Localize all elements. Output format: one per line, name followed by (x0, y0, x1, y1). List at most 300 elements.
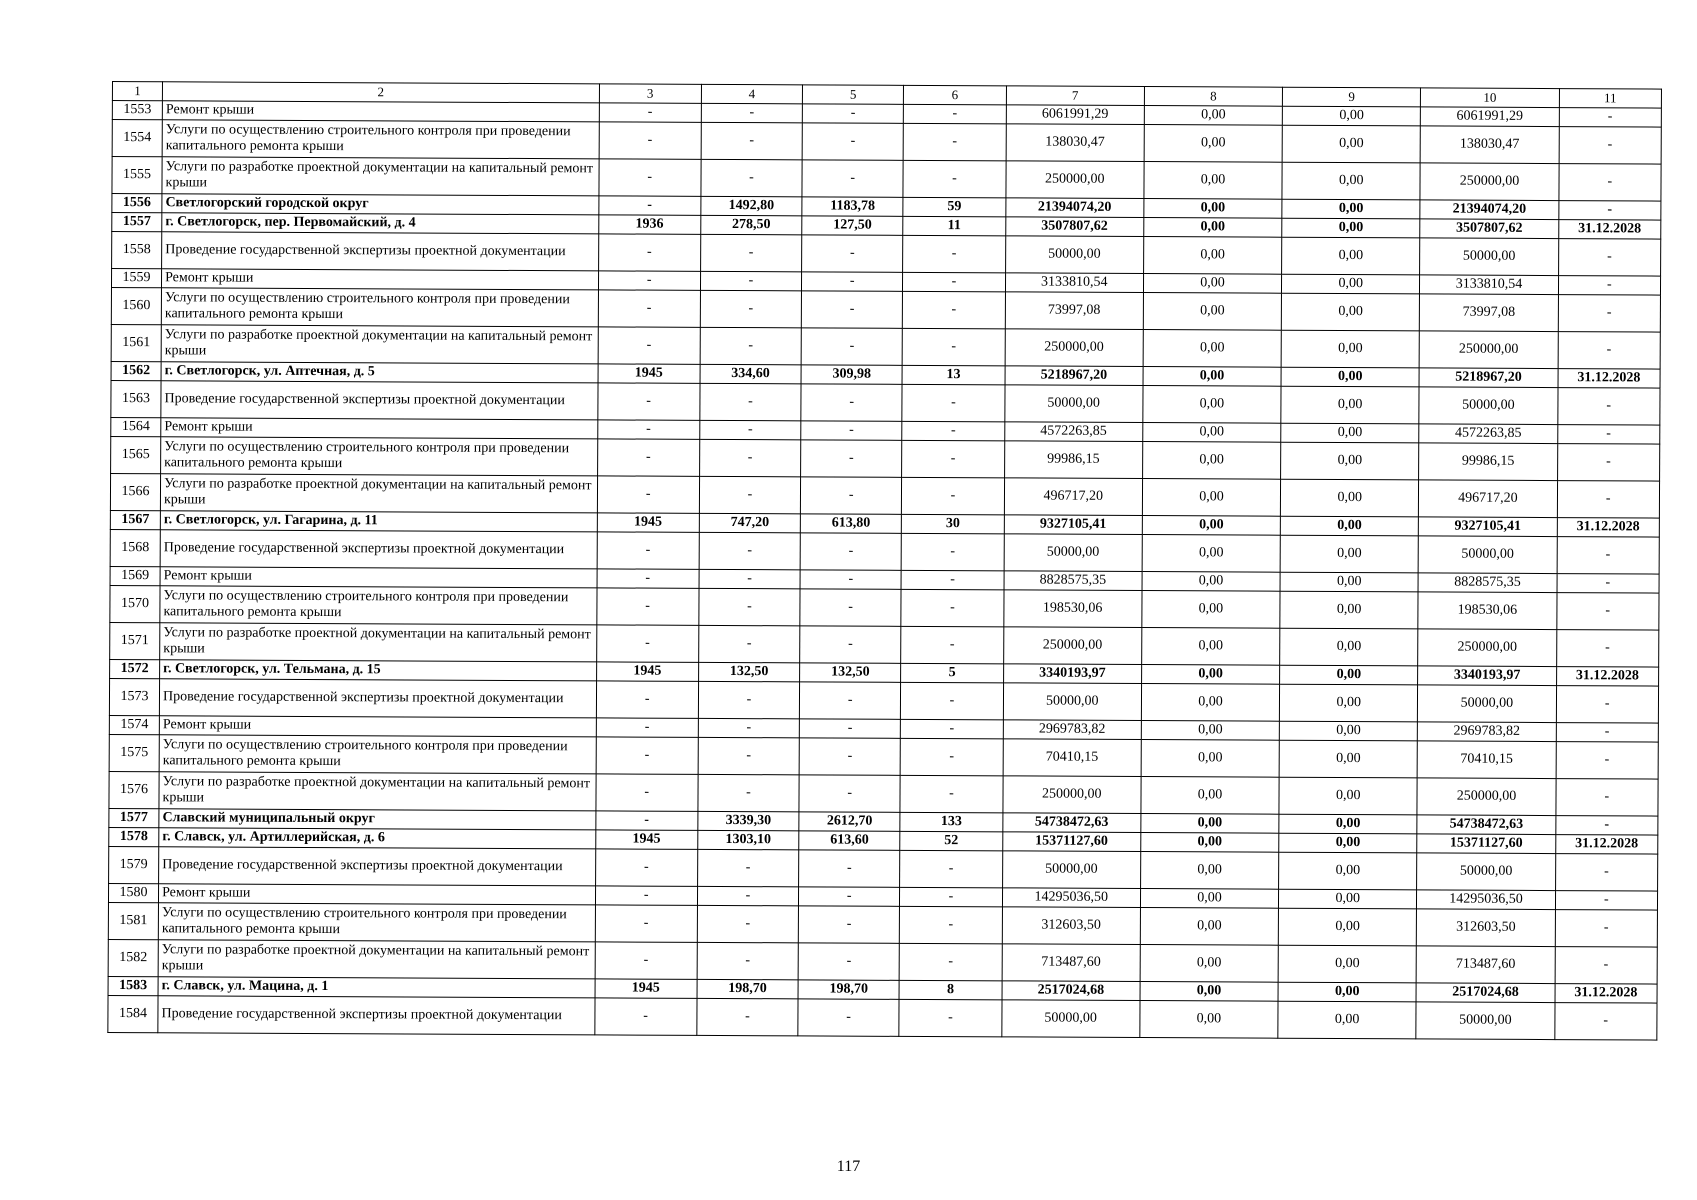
year-built-cell: 1945 (595, 979, 697, 998)
cost-col-8-cell: 0,00 (1143, 293, 1281, 331)
work-description-cell: Ремонт крыши (161, 418, 598, 439)
residents-count-cell: - (902, 421, 1004, 440)
living-area-cell: - (799, 738, 900, 775)
cost-col-9-cell: 0,00 (1282, 237, 1420, 275)
cost-col-9-cell: 0,00 (1279, 777, 1417, 815)
work-description-cell: г. Светлогорск, ул. Аптечная, д. 5 (161, 362, 598, 383)
row-number-cell: 1572 (110, 659, 160, 678)
work-description-cell: Проведение государственной экспертизы проектной документации (161, 381, 598, 420)
completion-date-cell: 31.12.2028 (1557, 518, 1659, 538)
living-area-cell: 309,98 (801, 365, 902, 384)
total-cost-cell: 3340193,97 (1003, 664, 1141, 684)
living-area-cell: - (799, 887, 900, 906)
cost-col-9-cell: 0,00 (1278, 908, 1416, 946)
cost-col-10-cell: 250000,00 (1419, 331, 1557, 369)
living-area-cell: - (798, 943, 899, 980)
year-built-cell: - (597, 420, 699, 439)
cost-col-9-cell: 0,00 (1278, 982, 1416, 1002)
cost-col-10-cell: 50000,00 (1418, 685, 1556, 723)
cost-col-10-cell: 70410,15 (1417, 741, 1555, 779)
cost-col-9-cell: 0,00 (1281, 442, 1419, 480)
living-area-cell: - (800, 533, 901, 570)
living-area-cell: 2612,70 (799, 812, 900, 831)
cost-col-10-cell: 50000,00 (1416, 1002, 1554, 1040)
work-description-cell: Светлогорский городской округ (162, 194, 599, 215)
column-number-header: 5 (803, 85, 904, 104)
cost-col-8-cell: 0,00 (1142, 479, 1280, 517)
residents-count-cell: 5 (901, 663, 1003, 682)
row-number-cell: 1569 (110, 566, 160, 585)
row-number-cell: 1576 (109, 771, 159, 808)
total-area-cell: 334,60 (700, 364, 801, 383)
year-built-cell: - (596, 681, 698, 718)
work-description-cell: Проведение государственной экспертизы проектной документации (159, 679, 596, 718)
year-built-cell: 1945 (596, 662, 698, 681)
cost-col-10-cell: 2969783,82 (1418, 722, 1556, 742)
work-description-cell: Проведение государственной экспертизы проектной документации (159, 847, 596, 886)
total-cost-cell: 15371127,60 (1002, 832, 1140, 852)
column-number-header: 7 (1006, 86, 1144, 106)
column-number-header: 11 (1559, 89, 1661, 109)
total-cost-cell: 250000,00 (1003, 776, 1141, 814)
cost-col-9-cell: 0,00 (1280, 572, 1418, 592)
row-number-cell: 1579 (109, 846, 159, 883)
row-number-cell: 1584 (108, 995, 158, 1032)
cost-col-9-cell: 0,00 (1281, 367, 1419, 387)
living-area-cell: - (801, 291, 902, 328)
completion-date-cell: - (1558, 239, 1661, 277)
table-row (108, 995, 1657, 1040)
living-area-cell: - (802, 123, 903, 160)
cost-col-9-cell: 0,00 (1281, 386, 1419, 424)
row-number-cell: 1565 (111, 436, 161, 473)
cost-col-9-cell: 0,00 (1282, 162, 1420, 200)
cost-col-9-cell: 0,00 (1280, 516, 1418, 536)
residents-count-cell: 52 (900, 831, 1002, 850)
completion-date-cell: - (1559, 164, 1662, 202)
completion-date-cell: 31.12.2028 (1558, 220, 1660, 240)
row-number-cell: 1556 (112, 194, 162, 213)
year-built-cell: - (599, 103, 701, 122)
work-description-cell: Услуги по разработке проектной документации на капитальный ремонт крыши (161, 325, 598, 364)
cost-col-9-cell: 0,00 (1282, 125, 1420, 163)
year-built-cell: 1945 (595, 830, 697, 849)
year-built-cell: - (596, 588, 698, 625)
work-description-cell: Проведение государственной экспертизы проектной документации (160, 530, 597, 569)
work-description-cell: Ремонт крыши (162, 101, 599, 122)
cost-col-8-cell: 0,00 (1140, 908, 1278, 946)
cost-col-10-cell: 6061991,29 (1421, 107, 1559, 127)
total-cost-cell: 198530,06 (1003, 590, 1141, 628)
total-area-cell: - (699, 588, 800, 625)
cost-col-10-cell: 2517024,68 (1416, 983, 1554, 1003)
cost-col-8-cell: 0,00 (1140, 889, 1278, 909)
year-built-cell: - (595, 811, 697, 830)
year-built-cell: - (599, 122, 701, 159)
living-area-cell: 198,70 (798, 980, 899, 999)
total-area-cell: - (697, 998, 798, 1035)
total-area-cell: 1303,10 (698, 830, 799, 849)
residents-count-cell: - (901, 719, 1003, 738)
residents-count-cell: - (903, 291, 1005, 328)
row-number-cell: 1558 (112, 232, 162, 269)
completion-date-cell: 31.12.2028 (1558, 369, 1660, 389)
cost-col-8-cell: 0,00 (1140, 945, 1278, 983)
total-cost-cell: 50000,00 (1002, 851, 1140, 889)
cost-col-9-cell: 0,00 (1279, 889, 1417, 909)
living-area-cell: - (802, 235, 903, 272)
total-area-cell: - (699, 476, 800, 513)
total-area-cell: - (697, 886, 798, 905)
living-area-cell: - (801, 421, 902, 440)
living-area-cell: - (799, 719, 900, 738)
work-description-cell: Услуги по осуществлению строительного контроля при проведении капитального ремонта крыши (158, 903, 595, 942)
cost-col-10-cell: 138030,47 (1420, 126, 1558, 164)
total-cost-cell: 2969783,82 (1003, 720, 1141, 740)
year-built-cell: - (598, 196, 700, 215)
cost-col-8-cell: 0,00 (1141, 833, 1279, 853)
year-built-cell: - (598, 290, 700, 327)
cost-col-9-cell: 0,00 (1280, 684, 1418, 722)
work-description-cell: г. Светлогорск, ул. Гагарина, д. 11 (160, 511, 597, 532)
residents-count-cell: - (899, 999, 1001, 1036)
cost-col-8-cell: 0,00 (1143, 367, 1281, 387)
residents-count-cell: - (900, 906, 1002, 943)
work-description-cell: Ремонт крыши (162, 269, 599, 290)
total-area-cell: - (700, 271, 801, 290)
cost-col-8-cell: 0,00 (1142, 535, 1280, 573)
residents-count-cell: - (901, 533, 1003, 570)
completion-date-cell: - (1554, 1003, 1657, 1041)
cost-col-9-cell: 0,00 (1279, 852, 1417, 890)
year-built-cell: 1945 (598, 364, 700, 383)
total-area-cell: 747,20 (699, 513, 800, 532)
cost-col-10-cell: 250000,00 (1418, 629, 1556, 667)
residents-count-cell: - (902, 440, 1004, 477)
completion-date-cell: 31.12.2028 (1556, 667, 1658, 687)
year-built-cell: - (597, 476, 699, 513)
work-description-cell: Услуги по осуществлению строительного контроля при проведении капитального ремонта крыши (162, 120, 599, 159)
completion-date-cell: - (1555, 891, 1657, 911)
total-cost-cell: 4572263,85 (1004, 422, 1142, 442)
work-description-cell: Услуги по разработке проектной документации на капитальный ремонт крыши (159, 772, 596, 811)
cost-col-8-cell: 0,00 (1142, 572, 1280, 592)
year-built-cell: - (596, 737, 698, 774)
completion-date-cell: - (1556, 723, 1658, 743)
year-built-cell: - (598, 234, 700, 271)
living-area-cell: 127,50 (802, 216, 903, 235)
completion-date-cell: 31.12.2028 (1555, 984, 1657, 1004)
cost-col-8-cell: 0,00 (1144, 162, 1282, 200)
cost-col-8-cell: 0,00 (1142, 516, 1280, 536)
completion-date-cell: - (1557, 388, 1660, 426)
column-number-header: 3 (599, 84, 701, 103)
total-area-cell: - (701, 103, 802, 122)
year-built-cell: - (598, 327, 700, 364)
total-cost-cell: 138030,47 (1006, 124, 1144, 162)
total-cost-cell: 99986,15 (1004, 441, 1142, 479)
row-number-cell: 1580 (108, 883, 158, 902)
completion-date-cell: - (1558, 201, 1660, 221)
row-number-cell: 1583 (108, 976, 158, 995)
column-number-header: 2 (162, 82, 599, 103)
work-description-cell: Ремонт крыши (159, 716, 596, 737)
cost-col-9-cell: 0,00 (1282, 106, 1420, 126)
total-area-cell: - (698, 718, 799, 737)
completion-date-cell: - (1556, 593, 1659, 631)
residents-count-cell: - (900, 775, 1002, 812)
total-cost-cell: 713487,60 (1002, 944, 1140, 982)
work-description-cell: Славский муниципальный округ (159, 809, 596, 830)
total-area-cell: - (698, 774, 799, 811)
cost-col-9-cell: 0,00 (1280, 628, 1418, 666)
total-cost-cell: 6061991,29 (1006, 105, 1144, 125)
residents-count-cell: - (901, 682, 1003, 719)
residents-count-cell: 8 (899, 980, 1001, 999)
cost-col-10-cell: 3133810,54 (1420, 275, 1558, 295)
total-cost-cell: 54738472,63 (1002, 813, 1140, 833)
cost-col-8-cell: 0,00 (1143, 237, 1281, 275)
cost-col-8-cell: 0,00 (1143, 423, 1281, 443)
row-number-cell: 1573 (109, 678, 159, 715)
living-area-cell: - (799, 775, 900, 812)
row-number-cell: 1562 (111, 361, 161, 380)
year-built-cell: - (597, 532, 699, 569)
work-description-cell: Ремонт крыши (159, 884, 596, 905)
work-description-cell: г. Славск, ул. Мацина, д. 1 (158, 977, 595, 998)
cost-col-10-cell: 50000,00 (1418, 536, 1556, 574)
total-cost-cell: 50000,00 (1001, 1000, 1139, 1038)
cost-col-10-cell: 50000,00 (1420, 238, 1558, 276)
cost-col-8-cell: 0,00 (1141, 665, 1279, 685)
residents-count-cell: 30 (902, 514, 1004, 533)
cost-col-9-cell: 0,00 (1282, 199, 1420, 219)
completion-date-cell: - (1559, 108, 1661, 128)
page-number: 117 (836, 1158, 861, 1175)
total-area-cell: - (700, 420, 801, 439)
cost-col-10-cell: 312603,50 (1417, 909, 1555, 947)
cost-col-10-cell: 3340193,97 (1418, 666, 1556, 686)
cost-col-10-cell: 50000,00 (1419, 387, 1557, 425)
living-area-cell: - (801, 328, 902, 365)
total-cost-cell: 496717,20 (1004, 478, 1142, 516)
living-area-cell: 613,80 (800, 514, 901, 533)
residents-count-cell: - (901, 570, 1003, 589)
total-cost-cell: 250000,00 (1005, 329, 1143, 367)
work-description-cell: Услуги по разработке проектной документации на капитальный ремонт крыши (160, 623, 597, 662)
row-number-cell: 1559 (111, 269, 161, 288)
year-built-cell: - (597, 383, 699, 420)
row-number-cell: 1555 (112, 157, 162, 194)
total-cost-cell: 50000,00 (1003, 683, 1141, 721)
residents-count-cell: 59 (903, 197, 1005, 216)
cost-col-10-cell: 9327105,41 (1419, 517, 1557, 537)
total-area-cell: - (697, 942, 798, 979)
total-cost-cell: 8828575,35 (1004, 571, 1142, 591)
year-built-cell: - (595, 905, 697, 942)
residents-count-cell: - (900, 887, 1002, 906)
total-area-cell: - (699, 569, 800, 588)
cost-col-9-cell: 0,00 (1282, 274, 1420, 294)
residents-count-cell: - (903, 272, 1005, 291)
living-area-cell: - (800, 589, 901, 626)
completion-date-cell: - (1557, 574, 1659, 594)
living-area-cell: - (800, 682, 901, 719)
living-area-cell: - (801, 440, 902, 477)
row-number-cell: 1568 (110, 529, 160, 566)
residents-count-cell: 133 (900, 812, 1002, 831)
column-number-header: 4 (701, 84, 802, 103)
living-area-cell: 1183,78 (802, 197, 903, 216)
year-built-cell: - (596, 718, 698, 737)
cost-col-9-cell: 0,00 (1282, 218, 1420, 238)
residents-count-cell: - (903, 123, 1005, 160)
residents-count-cell: - (901, 589, 1003, 626)
work-description-cell: Услуги по осуществлению строительного контроля при проведении капитального ремонта крыши (160, 586, 597, 625)
work-description-cell: г. Светлогорск, ул. Тельмана, д. 15 (160, 660, 597, 681)
year-built-cell: - (596, 774, 698, 811)
year-built-cell: - (595, 886, 697, 905)
cost-col-10-cell: 99986,15 (1419, 443, 1557, 481)
year-built-cell: - (597, 439, 699, 476)
cost-col-10-cell: 50000,00 (1417, 853, 1555, 891)
total-cost-cell: 2517024,68 (1002, 981, 1140, 1001)
work-description-cell: Услуги по разработке проектной документации на капитальный ремонт крыши (158, 940, 595, 979)
total-cost-cell: 3133810,54 (1005, 273, 1143, 293)
total-cost-cell: 3507807,62 (1005, 217, 1143, 237)
work-description-cell: Услуги по разработке проектной документации на капитальный ремонт крыши (162, 157, 599, 196)
cost-col-9-cell: 0,00 (1278, 1001, 1416, 1039)
residents-count-cell: 11 (903, 216, 1005, 235)
total-cost-cell: 21394074,20 (1006, 198, 1144, 218)
row-number-cell: 1570 (110, 585, 160, 622)
cost-col-8-cell: 0,00 (1142, 591, 1280, 629)
cost-col-9-cell: 0,00 (1280, 665, 1418, 685)
total-cost-cell: 250000,00 (1003, 627, 1141, 665)
total-cost-cell: 5218967,20 (1005, 366, 1143, 386)
living-area-cell: - (799, 850, 900, 887)
cost-col-8-cell: 0,00 (1143, 330, 1281, 368)
cost-col-10-cell: 14295036,50 (1417, 890, 1555, 910)
work-description-cell: Проведение государственной экспертизы проектной документации (162, 232, 599, 271)
total-area-cell: 278,50 (701, 215, 802, 234)
living-area-cell: - (802, 160, 903, 197)
cost-col-10-cell: 21394074,20 (1420, 200, 1558, 220)
completion-date-cell: - (1555, 816, 1657, 836)
completion-date-cell: - (1559, 127, 1662, 165)
data-table (107, 81, 1662, 1041)
year-built-cell: - (595, 942, 697, 979)
cost-col-10-cell: 250000,00 (1417, 778, 1555, 816)
cost-col-10-cell: 8828575,35 (1418, 573, 1556, 593)
year-built-cell: 1945 (597, 513, 699, 532)
cost-col-8-cell: 0,00 (1141, 684, 1279, 722)
total-cost-cell: 9327105,41 (1004, 515, 1142, 535)
total-area-cell: - (699, 625, 800, 662)
cost-col-8-cell: 0,00 (1144, 199, 1282, 219)
living-area-cell: - (801, 384, 902, 421)
cost-col-8-cell: 0,00 (1141, 814, 1279, 834)
cost-col-9-cell: 0,00 (1281, 293, 1419, 331)
work-description-cell: г. Светлогорск, пер. Первомайский, д. 4 (162, 213, 599, 234)
residents-count-cell: 13 (902, 365, 1004, 384)
total-area-cell: 198,70 (697, 979, 798, 998)
total-cost-cell: 50000,00 (1005, 236, 1143, 274)
completion-date-cell: - (1555, 910, 1658, 948)
cost-col-10-cell: 5218967,20 (1419, 368, 1557, 388)
residents-count-cell: - (899, 943, 1001, 980)
completion-date-cell: - (1558, 276, 1660, 296)
total-area-cell: - (697, 905, 798, 942)
completion-date-cell: - (1556, 742, 1659, 780)
cost-col-9-cell: 0,00 (1280, 591, 1418, 629)
cost-col-10-cell: 250000,00 (1420, 163, 1558, 201)
total-cost-cell: 312603,50 (1002, 907, 1140, 945)
cost-col-8-cell: 0,00 (1143, 274, 1281, 294)
total-cost-cell: 73997,08 (1005, 292, 1143, 330)
year-built-cell: - (594, 998, 696, 1035)
total-area-cell: - (700, 327, 801, 364)
total-area-cell: - (700, 234, 801, 271)
row-number-cell: 1574 (109, 715, 159, 734)
row-number-cell: 1564 (111, 417, 161, 436)
row-number-cell: 1571 (110, 622, 160, 659)
completion-date-cell: 31.12.2028 (1555, 835, 1657, 855)
column-number-header: 9 (1283, 87, 1421, 107)
cost-col-10-cell: 54738472,63 (1417, 815, 1555, 835)
cost-col-8-cell: 0,00 (1144, 125, 1282, 163)
row-number-cell: 1561 (111, 324, 161, 361)
living-area-cell: - (802, 272, 903, 291)
cost-col-8-cell: 0,00 (1142, 442, 1280, 480)
residents-count-cell: - (900, 738, 1002, 775)
row-number-cell: 1557 (112, 213, 162, 232)
living-area-cell: - (801, 477, 902, 514)
residents-count-cell: - (904, 104, 1006, 123)
total-area-cell: - (699, 532, 800, 569)
row-number-cell: 1560 (111, 287, 161, 324)
work-description-cell: Услуги по разработке проектной документации на капитальный ремонт крыши (160, 474, 597, 513)
cost-col-10-cell: 15371127,60 (1417, 834, 1555, 854)
work-description-cell: Ремонт крыши (160, 567, 597, 588)
cost-col-9-cell: 0,00 (1281, 479, 1419, 517)
completion-date-cell: - (1557, 481, 1660, 519)
cost-col-9-cell: 0,00 (1279, 740, 1417, 778)
cost-col-8-cell: 0,00 (1140, 982, 1278, 1002)
column-number-header: 10 (1421, 88, 1559, 108)
row-number-cell: 1553 (112, 101, 162, 120)
cost-col-10-cell: 3507807,62 (1420, 219, 1558, 239)
cost-col-8-cell: 0,00 (1144, 106, 1282, 126)
residents-count-cell: - (901, 626, 1003, 663)
work-description-cell: Услуги по осуществлению строительного контроля при проведении капитального ремонта крыши (159, 735, 596, 774)
year-built-cell: 1936 (598, 215, 700, 234)
row-number-cell: 1575 (109, 734, 159, 771)
year-built-cell: - (599, 159, 701, 196)
living-area-cell: - (800, 570, 901, 589)
residents-count-cell: - (902, 328, 1004, 365)
cost-col-10-cell: 73997,08 (1420, 294, 1558, 332)
column-number-header: 8 (1144, 87, 1282, 107)
total-area-cell: 1492,80 (701, 196, 802, 215)
cost-col-10-cell: 713487,60 (1416, 946, 1554, 984)
cost-col-8-cell: 0,00 (1141, 777, 1279, 815)
work-description-cell: Услуги по осуществлению строительного контроля при проведении капитального ремонта крыши (161, 288, 598, 327)
cost-col-8-cell: 0,00 (1143, 386, 1281, 424)
cost-col-9-cell: 0,00 (1281, 423, 1419, 443)
row-number-cell: 1567 (110, 510, 160, 529)
cost-col-9-cell: 0,00 (1279, 721, 1417, 741)
